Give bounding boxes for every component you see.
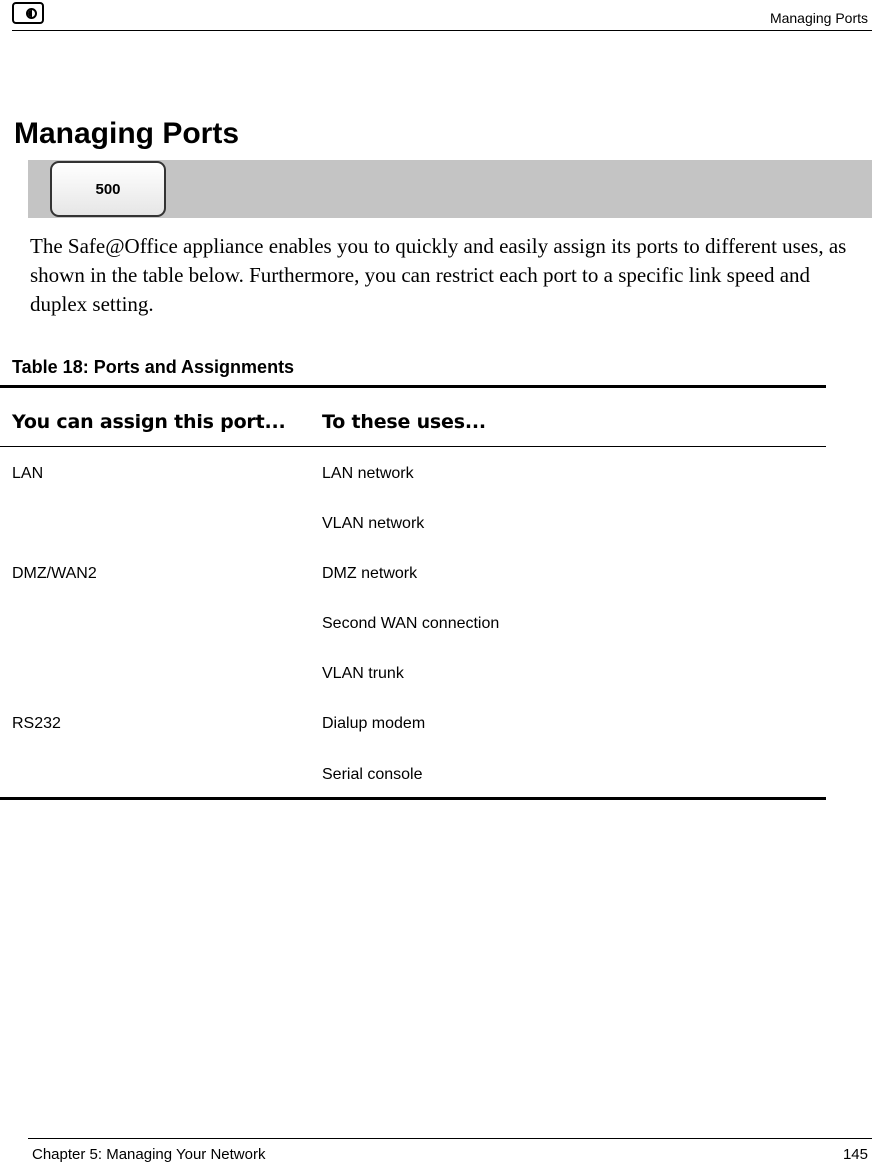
footer-chapter: Chapter 5: Managing Your Network xyxy=(32,1146,266,1163)
running-header: Managing Ports xyxy=(769,10,868,26)
page-title: Managing Ports xyxy=(14,117,240,150)
table-cell-use: LAN network xyxy=(322,465,414,482)
table-cell-use: Second WAN connection xyxy=(322,615,500,632)
page-number: 145 xyxy=(842,1146,868,1163)
table-header-rule xyxy=(0,446,826,447)
table-caption: Table 18: Ports and Assignments xyxy=(12,357,295,377)
table-cell-port: RS232 xyxy=(12,715,61,732)
intro-paragraph: The Safe@Office appliance enables you to quickly and easily assign its ports to different uses, as shown in the table below. Furthermore, you can restrict each port to a specific link speed and duplex setting. xyxy=(30,234,847,316)
table-cell-use: VLAN trunk xyxy=(322,665,404,682)
footer-divider xyxy=(28,1138,872,1139)
column-header-port: You can assign this port... xyxy=(12,411,286,433)
model-applicability-bar xyxy=(28,160,872,218)
table-bottom-rule xyxy=(0,797,826,800)
model-badge: 500 xyxy=(50,161,166,217)
table-cell-use: VLAN network xyxy=(322,515,425,532)
table-cell-port: DMZ/WAN2 xyxy=(12,565,97,582)
table-cell-port: LAN xyxy=(12,465,44,482)
table-cell-use: Serial console xyxy=(322,766,423,783)
header-divider xyxy=(12,30,872,31)
table-cell-use: Dialup modem xyxy=(322,715,426,732)
table-top-rule xyxy=(0,385,826,388)
manual-logo-icon xyxy=(12,2,44,24)
table-cell-use: DMZ network xyxy=(322,565,418,582)
column-header-uses: To these uses... xyxy=(322,411,486,433)
